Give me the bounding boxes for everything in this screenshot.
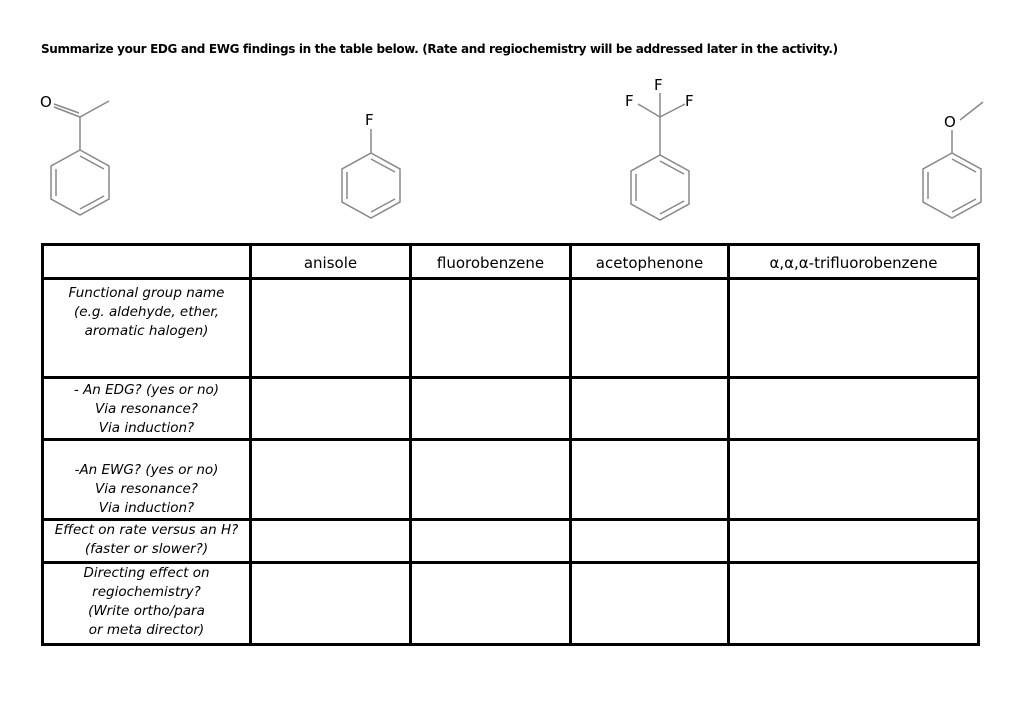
header-fluorobenzene: fluorobenzene <box>411 245 571 279</box>
answer-cell[interactable] <box>251 378 411 440</box>
answer-cell[interactable] <box>729 520 979 563</box>
oxygen-label: O <box>944 113 956 131</box>
header-acetophenone: acetophenone <box>571 245 729 279</box>
row-label-rate: Effect on rate versus an H? (faster or slower?) <box>43 520 251 563</box>
answer-cell[interactable] <box>411 520 571 563</box>
table-row <box>43 520 979 563</box>
header-anisole: anisole <box>251 245 411 279</box>
answer-cell[interactable] <box>571 563 729 645</box>
fluorine-label: F <box>685 92 694 110</box>
anisole-structure <box>915 98 995 228</box>
header-row <box>43 245 979 279</box>
answer-cell[interactable] <box>251 440 411 520</box>
oxygen-label: O <box>40 93 52 111</box>
answer-cell[interactable] <box>411 440 571 520</box>
answer-cell[interactable] <box>251 563 411 645</box>
answer-cell[interactable] <box>571 279 729 378</box>
answer-cell[interactable] <box>729 563 979 645</box>
fluorine-label: F <box>625 92 634 110</box>
row-label-edg: - An EDG? (yes or no) Via resonance? Via induction? <box>43 378 251 440</box>
table-row <box>43 279 979 378</box>
fluorine-label: F <box>365 111 374 129</box>
table-row <box>43 563 979 645</box>
answer-cell[interactable] <box>251 520 411 563</box>
answer-cell[interactable] <box>571 378 729 440</box>
header-cell-empty <box>43 245 251 279</box>
table-row <box>43 378 979 440</box>
answer-cell[interactable] <box>411 279 571 378</box>
row-label-functional-group: Functional group name (e.g. aldehyde, ether, aromatic halogen) <box>43 279 251 378</box>
fluorobenzene-structure <box>336 108 416 228</box>
trifluoromethylbenzene-structure <box>615 75 725 230</box>
table-row <box>43 440 979 520</box>
answer-cell[interactable] <box>571 520 729 563</box>
answer-cell[interactable] <box>729 378 979 440</box>
answer-cell[interactable] <box>729 440 979 520</box>
acetophenone-structure <box>40 85 120 225</box>
header-trifluorobenzene: α,α,α-trifluorobenzene <box>729 245 979 279</box>
row-label-ewg: -An EWG? (yes or no) Via resonance? Via induction? <box>43 440 251 520</box>
answer-cell[interactable] <box>571 440 729 520</box>
instruction-text: Summarize your EDG and EWG findings in the table below. (Rate and regiochemistry will be addressed later in the activity.) <box>41 42 838 56</box>
answer-cell[interactable] <box>411 378 571 440</box>
answer-cell[interactable] <box>729 279 979 378</box>
fluorine-label: F <box>654 76 663 94</box>
findings-table <box>41 243 980 646</box>
row-label-directing: Directing effect on regiochemistry? (Write ortho/para or meta director) <box>43 563 251 645</box>
answer-cell[interactable] <box>411 563 571 645</box>
answer-cell[interactable] <box>251 279 411 378</box>
